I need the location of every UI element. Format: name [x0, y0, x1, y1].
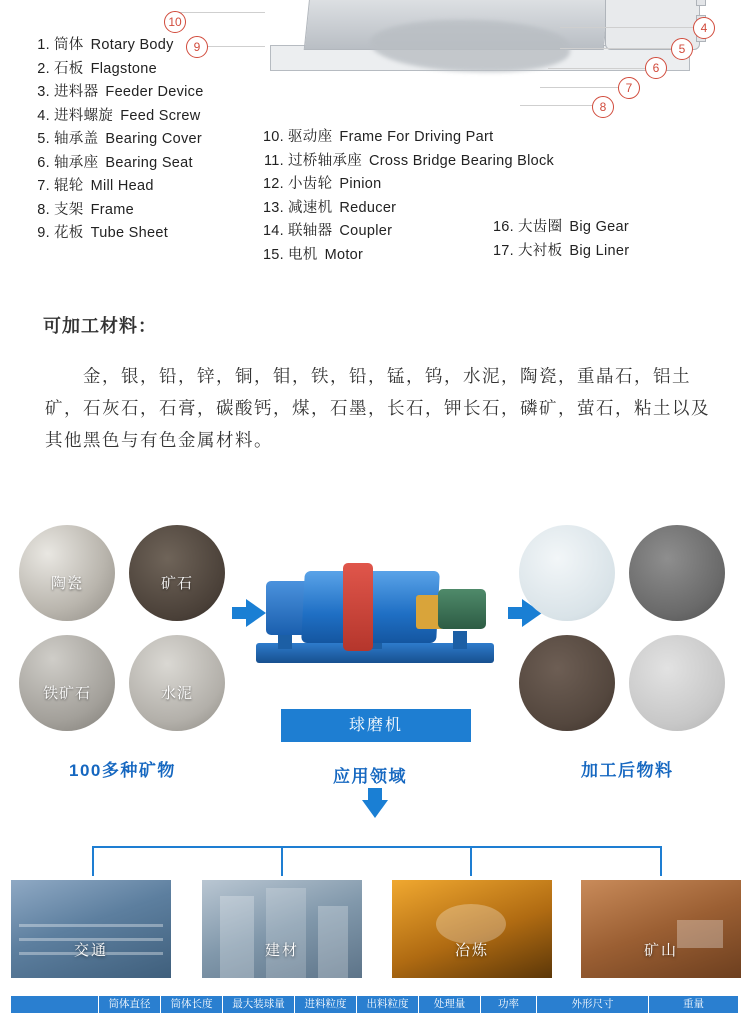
legend-item	[262, 150, 555, 174]
legend-item	[262, 126, 537, 150]
legend-label-cn: 小齿轮	[288, 176, 333, 192]
legend-label-en: Coupler	[339, 223, 393, 239]
legend-item	[28, 34, 268, 58]
callout-5: 5	[671, 38, 693, 60]
legend-number: 4.	[37, 107, 50, 124]
application-card-smelting	[392, 880, 552, 978]
legend-number: 3.	[37, 84, 50, 100]
legend-number: 8.	[37, 201, 50, 218]
legend-label-cn: 花板	[54, 225, 84, 241]
product-gear-ring	[343, 563, 373, 651]
application-card-building-materials	[202, 880, 362, 978]
callout-10: 10	[164, 11, 186, 33]
input-label: 铁矿石	[42, 685, 91, 702]
callout-4: 4	[693, 17, 715, 39]
caption-inputs: 100多种矿物	[69, 761, 176, 780]
legend-label-en: Reducer	[339, 199, 397, 216]
legend-label-cn: 支架	[54, 201, 84, 218]
legend-item	[262, 173, 537, 197]
legend-item	[28, 222, 268, 246]
legend-label-en: Bearing Cover	[105, 131, 202, 147]
legend-number: 15.	[262, 246, 284, 263]
legend-number: 11.	[264, 152, 284, 169]
legend-label-cn: 电机	[288, 246, 318, 263]
legend-label-en: Motor	[324, 246, 364, 263]
parts-legend	[0, 28, 750, 263]
legend-label-cn: 进料螺旋	[54, 107, 114, 124]
legend-item	[28, 81, 268, 105]
legend-label-cn: 筒体	[54, 37, 84, 53]
legend-number: 6.	[37, 154, 50, 171]
legend-column-left	[28, 34, 268, 246]
spec-header-cell: 外形尺寸	[537, 996, 649, 1013]
output-photo-2	[629, 525, 725, 621]
bracket-tick-2	[281, 846, 283, 876]
output-photo-4	[629, 635, 725, 731]
input-photo-ore	[129, 525, 225, 621]
legend-number: 10.	[262, 129, 284, 145]
legend-item	[28, 152, 268, 176]
legend-label-cn: 大齿圈	[518, 219, 563, 235]
caption-applications: 应用领域	[333, 767, 407, 786]
legend-label-en: Big Liner	[569, 242, 630, 259]
spec-table-header-row	[11, 996, 739, 1013]
legend-number: 5.	[37, 131, 50, 147]
leader-line-1	[170, 12, 265, 13]
input-photo-iron-ore	[19, 635, 115, 731]
materials-title: 可加工材料：	[43, 316, 157, 336]
legend-label-en: Tube Sheet	[90, 225, 169, 241]
spec-header-cell: 筒体长度	[161, 996, 223, 1013]
legend-item	[492, 240, 732, 264]
legend-label-cn: 轴承座	[54, 154, 99, 171]
application-label: 建材	[264, 942, 299, 959]
legend-item	[492, 216, 732, 240]
callout-7: 7	[618, 77, 640, 99]
application-card-mining	[581, 880, 741, 978]
product-leg	[453, 631, 467, 649]
spec-header-cell: 进料粒度	[295, 996, 357, 1013]
spec-header-cell	[11, 996, 99, 1013]
legend-label-en: Feeder Device	[105, 84, 204, 100]
caption-outputs: 加工后物料	[581, 761, 674, 780]
arrow-right-shaft-right	[508, 607, 522, 619]
legend-label-en: Flagstone	[90, 60, 157, 77]
legend-label-cn: 大衬板	[518, 242, 563, 259]
legend-label-cn: 轴承盖	[54, 131, 99, 147]
callout-8: 8	[592, 96, 614, 118]
product-motor	[438, 589, 486, 629]
legend-label-cn: 联轴器	[288, 223, 333, 239]
legend-number: 1.	[37, 37, 50, 53]
arrow-down	[362, 800, 388, 818]
application-label: 矿山	[643, 942, 678, 959]
legend-label-en: Bearing Seat	[105, 154, 193, 171]
application-card-transport	[11, 880, 171, 978]
legend-label-cn: 过桥轴承座	[288, 152, 362, 169]
legend-label-cn: 驱动座	[288, 129, 333, 145]
legend-label-en: Mill Head	[90, 178, 154, 194]
legend-item	[28, 175, 268, 199]
spec-header-cell: 处理量	[419, 996, 481, 1013]
legend-label-cn: 石板	[54, 60, 84, 77]
legend-number: 12.	[262, 176, 284, 192]
spec-header-cell: 功率	[481, 996, 537, 1013]
legend-label-cn: 减速机	[288, 199, 333, 216]
input-label: 水泥	[160, 685, 193, 702]
product-name-badge: 球磨机	[281, 709, 471, 742]
bracket-tick-4	[660, 846, 662, 876]
materials-body: 金，银，铅，锌，铜，钼，铁，铅，锰，钨，水泥，陶瓷，重晶石，铝土矿，石灰石，石膏，碳酸钙，煤，石墨，长石，钾长石，磷矿，萤石，粘土以及其他黑色与有色金属材料。	[45, 366, 710, 450]
bracket-tick-3	[470, 846, 472, 876]
input-photo-cement	[129, 635, 225, 731]
input-photo-ceramic	[19, 525, 115, 621]
legend-label-en: Feed Screw	[120, 107, 201, 124]
product-illustration	[248, 545, 503, 675]
spec-header-cell: 出料粒度	[357, 996, 419, 1013]
legend-label-en: Frame For Driving Part	[339, 129, 494, 145]
legend-label-en: Cross Bridge Bearing Block	[369, 152, 555, 169]
legend-item	[28, 199, 268, 223]
legend-label-en: Big Gear	[569, 219, 630, 235]
input-label: 陶瓷	[50, 575, 83, 592]
output-photo-1	[519, 525, 615, 621]
application-label: 交通	[73, 942, 108, 959]
legend-number: 13.	[262, 199, 284, 216]
legend-label-en: Frame	[90, 201, 135, 218]
output-photo-3	[519, 635, 615, 731]
legend-number: 16.	[492, 219, 514, 235]
legend-label-cn: 辊轮	[54, 178, 84, 194]
spec-header-cell: 最大装球量	[223, 996, 295, 1013]
bracket-horizontal	[92, 846, 662, 848]
legend-number: 9.	[37, 225, 50, 241]
callout-9: 9	[186, 36, 208, 58]
legend-column-right	[492, 216, 732, 263]
spec-header-cell: 筒体直径	[99, 996, 161, 1013]
input-label: 矿石	[160, 575, 193, 592]
legend-number: 7.	[37, 178, 50, 194]
legend-label-en: Rotary Body	[90, 37, 174, 53]
legend-item	[28, 58, 268, 82]
bracket-tick-1	[92, 846, 94, 876]
legend-label-en: Pinion	[339, 176, 382, 192]
callout-6: 6	[645, 57, 667, 79]
legend-item	[28, 105, 268, 129]
spec-table	[11, 996, 739, 1013]
legend-number: 2.	[37, 60, 50, 77]
legend-number: 17.	[492, 242, 514, 259]
arrow-right-shaft-left	[232, 607, 246, 619]
spec-header-cell: 重量	[649, 996, 739, 1013]
legend-label-cn: 进料器	[54, 84, 99, 100]
application-label: 冶炼	[454, 942, 489, 959]
legend-number: 14.	[262, 223, 284, 239]
legend-item	[28, 128, 268, 152]
